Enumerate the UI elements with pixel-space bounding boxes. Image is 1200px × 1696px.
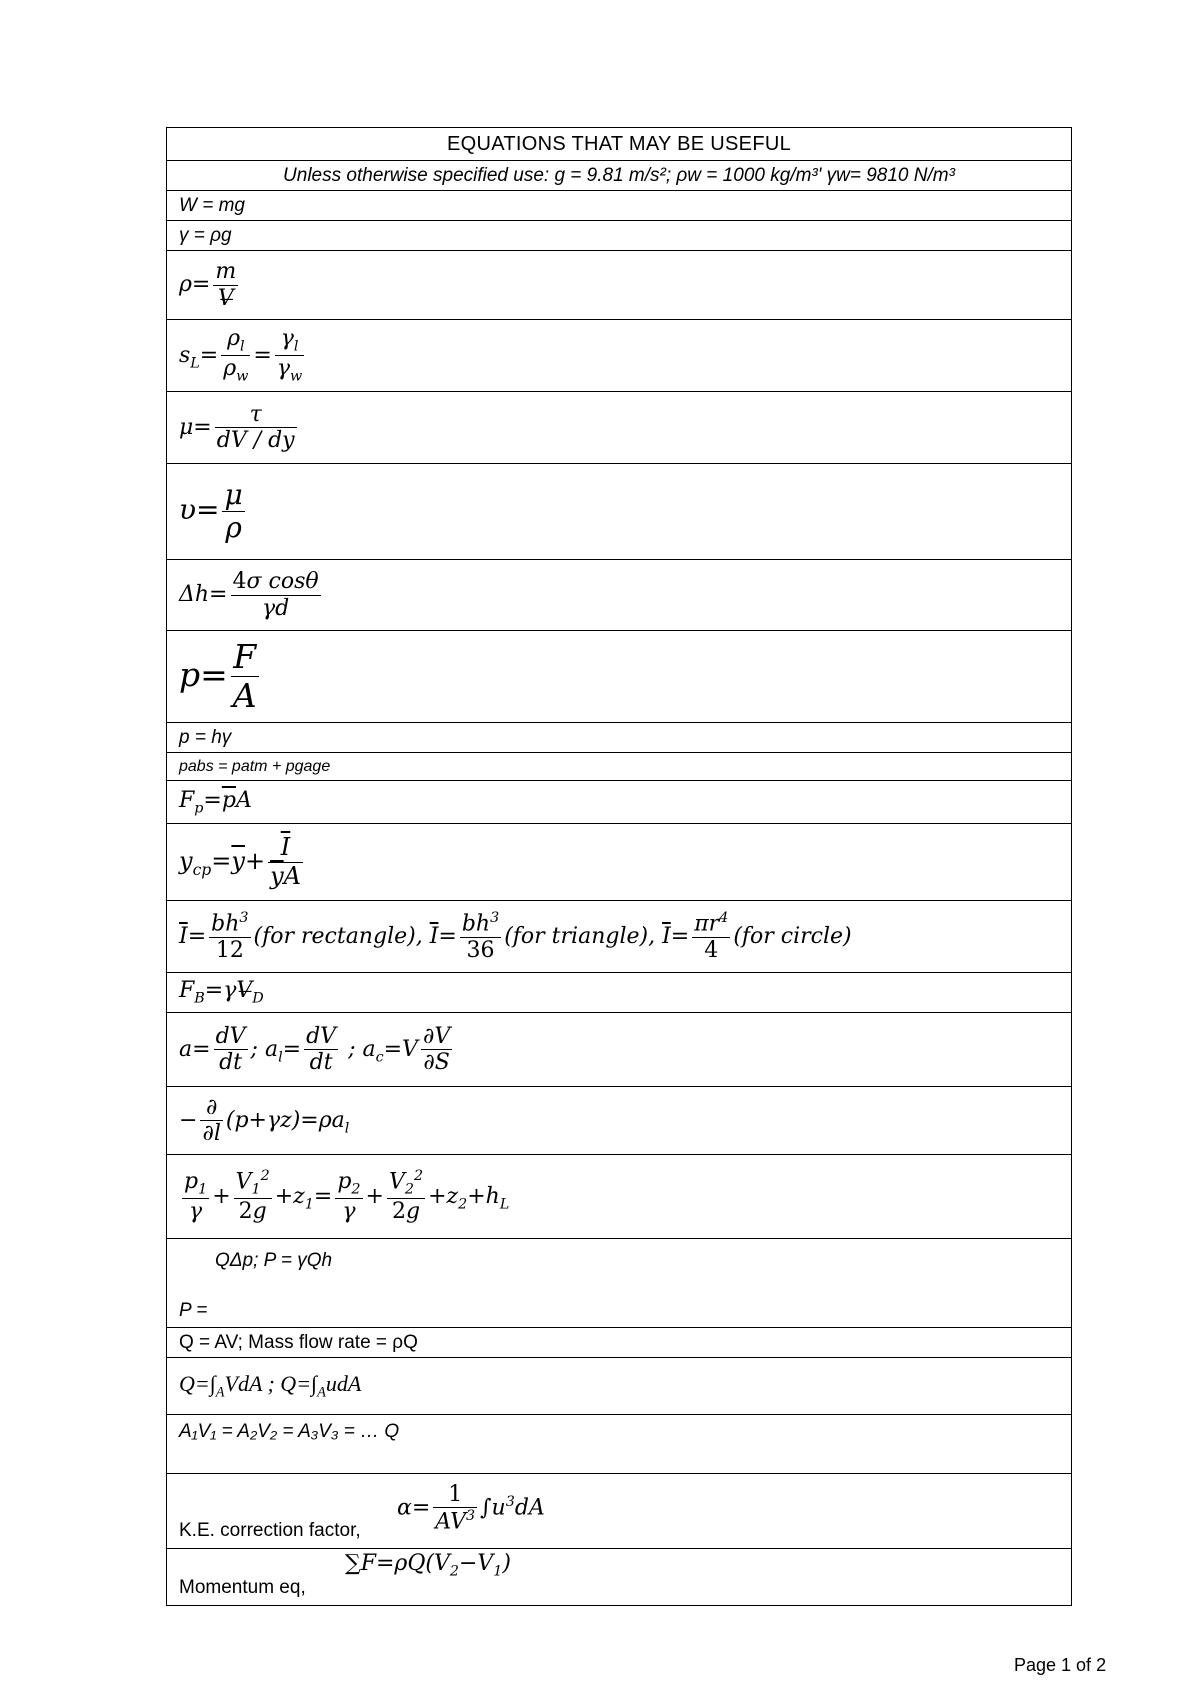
acceleration-equations: a= $\frac{dV}{dt}$ ; $a_l=$ $\frac{dV}{dt}$ ; $a_c=V$ $\frac{\partial V}{\partial S}$ <box>167 1013 1072 1087</box>
momentum-label: Momentum eq, <box>179 1577 306 1598</box>
center-of-pressure-equation: $y_{cp}=\overline{y}+$ $\frac{\overline{I}}{\overline{y}A}$ <box>167 824 1072 901</box>
ke-correction-label: K.E. correction factor, <box>179 1520 361 1541</box>
discharge-integral-equations: $Q=\int_AVdA$ ; $Q=\int_AudA$ <box>167 1358 1072 1415</box>
specific-weight-equation: γ = ρg <box>167 221 1072 251</box>
capillary-rise-equation: Δh= $\frac{\text{4σ cosθ}}{\gamma d}$ <box>167 560 1072 631</box>
buoyancy-equation: $F_B=\gamma V̶_D$ <box>167 973 1072 1013</box>
ke-correction-row: α= $\frac{1}{AV^3}$ $\int u^3dA$ K.E. correction factor, <box>167 1474 1072 1549</box>
hydrostatic-force-equation: $F_p=\overline{p}A$ <box>167 781 1072 824</box>
equation-sheet <box>166 127 1072 1606</box>
power-equation <box>167 1239 1072 1328</box>
pressure-force-area-equation: p= $\frac{F}{A}$ <box>167 631 1072 723</box>
continuity-equation <box>167 1415 1072 1474</box>
specific-gravity-equation: $s_L=$ $\frac{\rho_l}{\rho_w}$ = $\frac{\gamma_l}{\gamma_w}$ <box>167 320 1072 392</box>
weight-equation: W = mg <box>167 191 1072 221</box>
table-title: EQUATIONS THAT MAY BE USEFUL <box>167 128 1072 161</box>
power-equation-top: QΔp; P = γQh <box>215 1250 333 1271</box>
euler-equation: − $\frac{\partial}{\partial l}$ $(p+\gamma z)=\rho a_l$ <box>167 1087 1072 1155</box>
kinematic-viscosity-equation: υ= $\frac{\mu}{\rho}$ <box>167 464 1072 560</box>
continuity-text: A₁V₁ = A₂V₂ = A₃V₃ = … Q <box>179 1421 400 1442</box>
page-number: Page 1 of 2 <box>1014 1655 1107 1675</box>
momentum-row: $\sum F=\rho Q(V_2-V_1)$ Momentum eq, <box>167 1549 1072 1606</box>
flow-rate-equation: Q = AV; Mass flow rate = ρQ <box>167 1328 1072 1358</box>
density-equation: ρ= $\frac{m}{V̶}$ <box>167 251 1072 320</box>
power-equation-bottom: P = <box>179 1300 208 1321</box>
pressure-depth-equation: p = hγ <box>167 723 1072 753</box>
viscosity-equation: μ= $\frac{\tau}{dV / dy}$ <box>167 392 1072 464</box>
defaults-line: Unless otherwise specified use: g = 9.81 m/s²; ρw = 1000 kg/m³' γw= 9810 N/m³ <box>167 161 1072 191</box>
energy-equation: $\frac{p_1}{\gamma}$ + $\frac{V_1^2}{2g}$ $+z_1=$ $\frac{p_2}{\gamma}$ + $\frac{V_2^2}{2g}$ $+z_2+h_L$ <box>167 1155 1072 1239</box>
equations-table <box>166 127 1072 1606</box>
absolute-pressure-equation: pabs = patm + pgage <box>167 753 1072 781</box>
moment-of-inertia-equations: $\overline{I}=$ $\frac{bh^3}{12}$ (for rectangle), $\overline{I}=$ $\frac{bh^3}{36}$ (for triangle), $\overline{I}=$ $\frac{\pi r^4}{4}$ (for circle) <box>167 901 1072 973</box>
